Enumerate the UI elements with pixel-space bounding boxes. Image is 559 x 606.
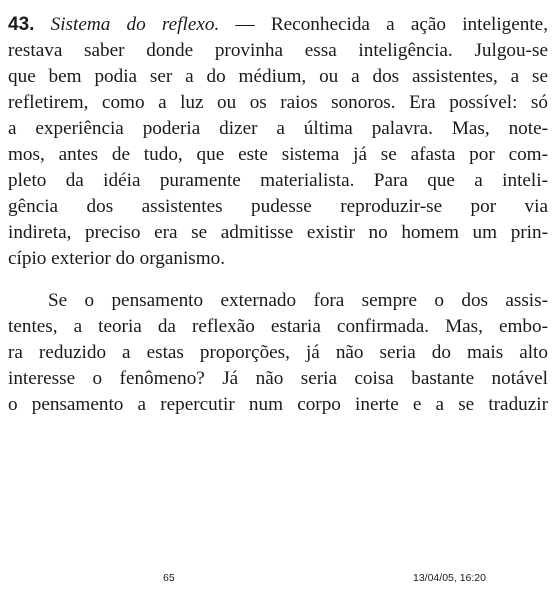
section-title: Sistema do reflexo. xyxy=(50,14,220,35)
text-line: restava saber donde provinha essa inteligência. Julgou-se xyxy=(8,40,548,61)
text-line: tentes, a teoria da reflexão estaria confirmada. Mas, embo- xyxy=(8,316,548,337)
print-timestamp: 13/04/05, 16:20 xyxy=(413,572,486,584)
text-line: mos, antes de tudo, que este sistema já se afasta por com- xyxy=(8,144,548,165)
text-line: a experiência poderia dizer a última palavra. Mas, note- xyxy=(8,118,548,139)
text-line: interesse o fenômeno? Já não seria coisa bastante notável xyxy=(8,368,548,389)
text-line: o pensamento a repercutir num corpo inerte e a se traduzir xyxy=(8,394,548,415)
text-line: pleto da idéia puramente materialista. Para que a inteli- xyxy=(8,170,548,191)
text-line: gência dos assistentes pudesse reproduzir-se por via xyxy=(8,196,548,217)
text-line: que bem podia ser a do médium, ou a dos assistentes, a se xyxy=(8,66,548,87)
section-number: 43. xyxy=(8,14,35,35)
text-line: indireta, preciso era se admitisse existir no homem um prin- xyxy=(8,222,548,243)
text-line: refletirem, como a luz ou os raios sonoros. Era possível: só xyxy=(8,92,548,113)
page-body xyxy=(8,12,548,418)
text-line-content: — Reconhecida a ação inteligente, xyxy=(219,14,548,35)
text-line xyxy=(8,12,548,38)
paragraph-reflexao xyxy=(8,288,548,418)
text-line: cípio exterior do organismo. xyxy=(8,248,226,269)
page-number: 65 xyxy=(163,572,175,584)
text-line: ra reduzido a estas proporções, já não seria do mais alto xyxy=(8,342,548,363)
text-line: Se o pensamento externado fora sempre o dos assis- xyxy=(48,290,548,311)
paragraph-section-43 xyxy=(8,12,548,272)
